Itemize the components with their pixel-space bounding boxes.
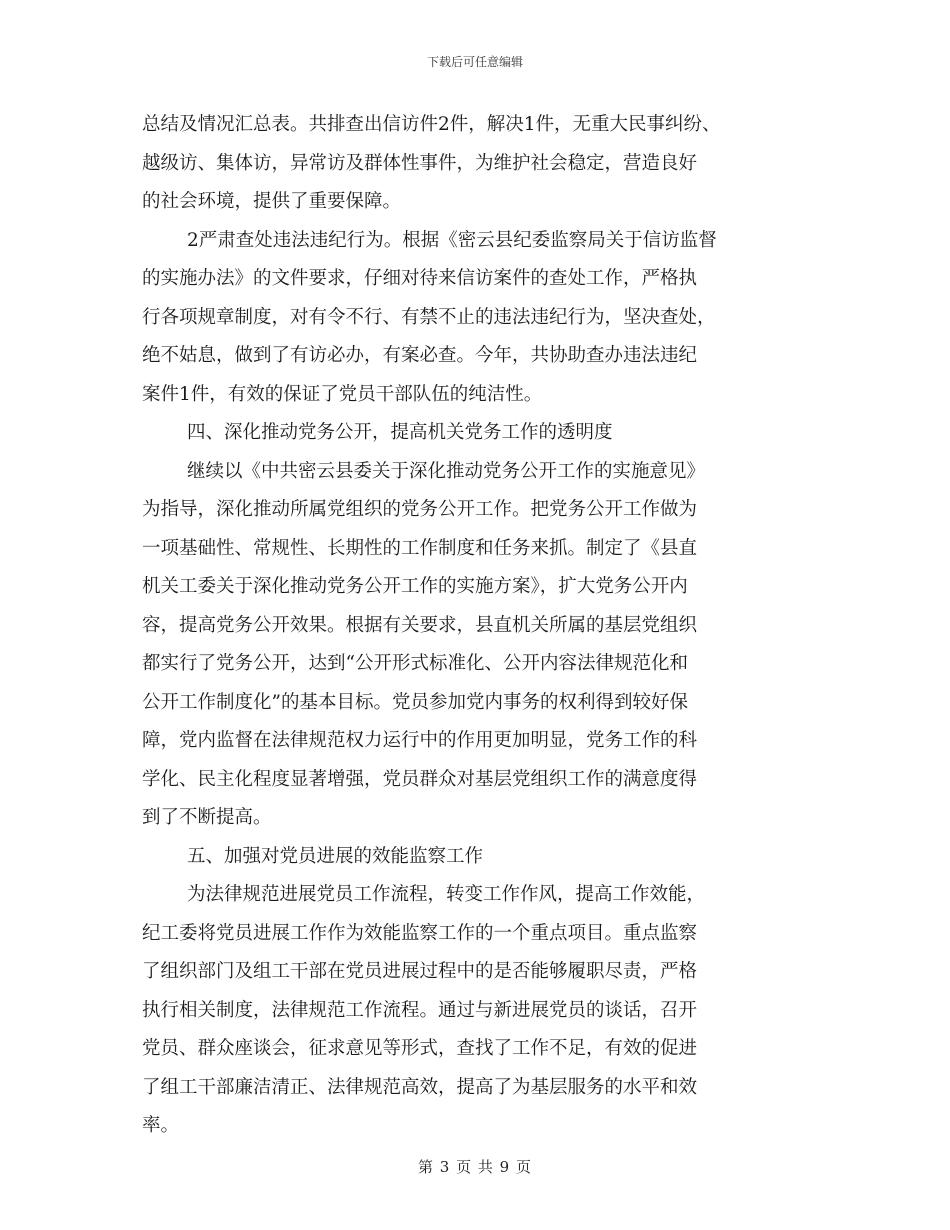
text-line: 总结及情况汇总表。共排查出信访件2件，解决1件，无重大民事纠纷、 (142, 114, 721, 135)
text-line: 执行相关制度，法律规范工作流程。通过与新进展党员的谈话，召开 (142, 999, 698, 1021)
text-line: 为指导，深化推动所属党组织的党务公开工作。把党务公开工作做为 (142, 499, 698, 520)
text-line: 率。 (142, 1115, 180, 1136)
text-line: 公开工作制度化”的基本目标。党员参加党内事务的权利得到较好保 (142, 691, 688, 713)
text-line: 障，党内监督在法律规范权力运行中的作用更加明显，党务工作的科 (142, 730, 698, 751)
text-line: 机关工委关于深化推动党务公开工作的实施方案》，扩大党务公开内 (142, 576, 688, 597)
text-line: 了组工干部廉洁清正、法律规范高效，提高了为基层服务的水平和效 (142, 1076, 698, 1098)
document-body (142, 106, 817, 1146)
section-heading: 五、加强对党员进展的效能监察工作 (187, 845, 484, 867)
text-line: 行各项规章制度，对有令不行、有禁不止的违法违纪行为，坚决查处， (142, 306, 716, 328)
text-line: 越级访、集体访，异常访及群体性事件，为维护社会稳定，营造良好 (142, 152, 698, 174)
page-header: 下载后可任意编辑 (426, 55, 523, 69)
text-line: 的实施办法》的文件要求，仔细对待来信访案件的查处工作，严格执 (142, 268, 698, 289)
text-line: 绝不姑息，做到了有访必办，有案必查。今年，共协助查办违法违纪 (142, 345, 698, 366)
page-number-footer: 第 3 页 共 9 页 (418, 1158, 532, 1176)
text-line: 案件1件，有效的保证了党员干部队伍的纯洁性。 (142, 383, 543, 405)
paragraph-start: 2严肃查处违法违纪行为。根据《密云县纪委监察局关于信访监督 (187, 229, 717, 251)
text-line: 到了不断提高。 (142, 807, 272, 828)
section-heading: 四、深化推动党务公开，提高机关党务工作的透明度 (187, 422, 613, 443)
text-line: 学化、民主化程度显著增强，党员群众对基层党组织工作的满意度得 (142, 768, 698, 790)
paragraph-start: 继续以《中共密云县委关于深化推动党务公开工作的实施意见》 (187, 460, 706, 482)
text-line: 都实行了党务公开，达到“公开形式标准化、公开内容法律规范化和 (142, 653, 688, 674)
paragraph-start: 为法律规范进展党员工作流程，转变工作作风，提高工作效能， (187, 884, 706, 905)
text-line: 纪工委将党员进展工作作为效能监察工作的一个重点项目。重点监察 (142, 922, 698, 944)
text-line: 容，提高党务公开效果。根据有关要求，县直机关所属的基层党组织 (142, 614, 698, 636)
text-line: 党员、群众座谈会，征求意见等形式，查找了工作不足，有效的促进 (142, 1038, 698, 1059)
text-line: 了组织部门及组工干部在党员进展过程中的是否能够履职尽责，严格 (142, 961, 698, 982)
text-line: 一项基础性、常规性、长期性的工作制度和任务来抓。制定了《县直 (142, 537, 698, 559)
text-line: 的社会环境，提供了重要保障。 (142, 191, 402, 212)
